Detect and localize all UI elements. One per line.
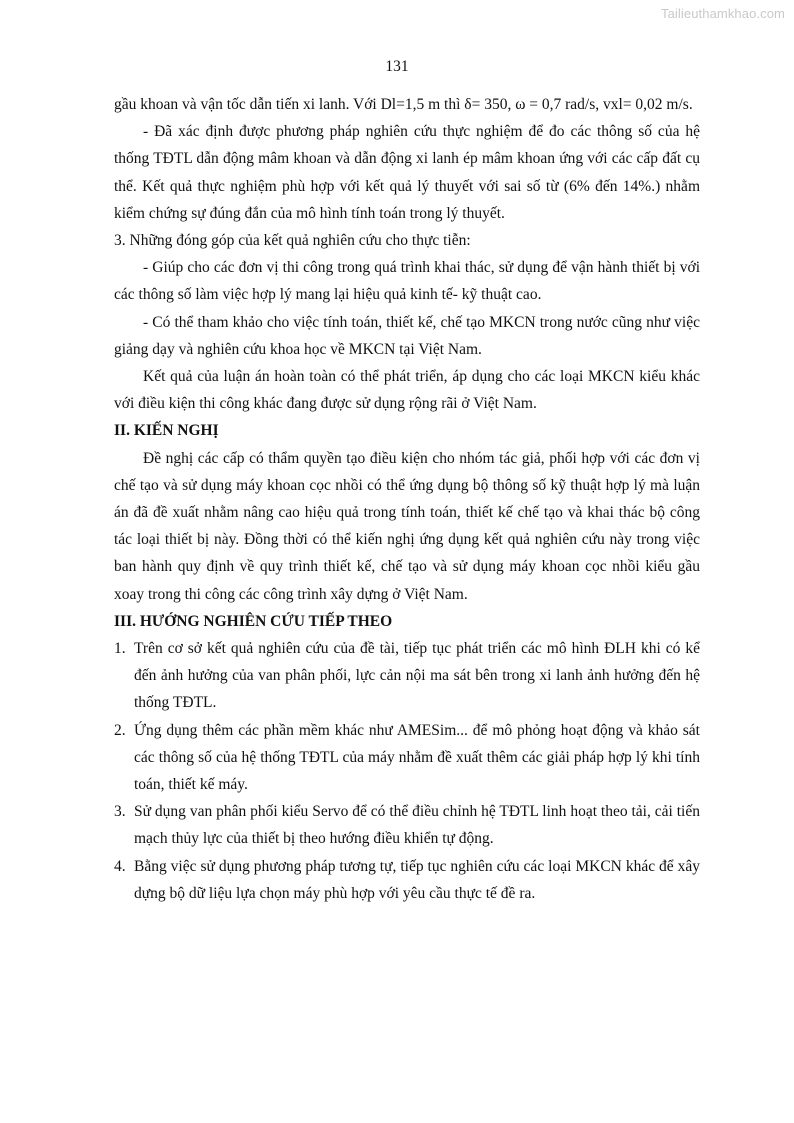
list-item bbox=[114, 635, 700, 717]
list-item-number: 2. bbox=[114, 721, 126, 739]
list-item-text: Trên cơ sở kết quả nghiên cứu của đề tài, tiếp tục phát triển các mô hình ĐLH khi có kể đến ảnh hưởng của van phân phối, lực cản nội ma sát bên trong xi lanh ảnh hưởng đến hệ thống TĐTL. bbox=[134, 640, 700, 712]
list-item-number: 1. bbox=[114, 640, 126, 658]
list-item bbox=[114, 798, 700, 852]
list-item-text: Bằng việc sử dụng phương pháp tương tự, tiếp tục nghiên cứu các loại MKCN khác để xây dựng bộ dữ liệu lựa chọn máy phù hợp với yêu cầu thực tế đề ra. bbox=[134, 857, 700, 902]
bullet-construction-units: - Giúp cho các đơn vị thi công trong quá trình khai thác, sử dụng để vận hành thiết bị với các thông số làm việc hợp lý mang lại hiệu quả kinh tế- kỹ thuật cao. bbox=[114, 259, 700, 304]
bullet-reference-design: - Có thể tham khảo cho việc tính toán, thiết kế, chế tạo MKCN trong nước cũng như việc giảng dạy và nghiên cứu khoa học về MKCN tại Việt Nam. bbox=[114, 313, 700, 358]
paragraph-recommendations: Đề nghị các cấp có thẩm quyền tạo điều kiện cho nhóm tác giả, phối hợp với các đơn vị chế tạo và sử dụng máy khoan cọc nhồi có thể ứng dụng bộ thông số kỹ thuật hợp lý mà luận án đã đề xuất nhằm nâng cao hiệu quả trong tính toán, thiết kế chế tạo và khai thác bộ công tác loại thiết bị này. Đồng thời có thể kiến nghị ứng dụng kết quả nghiên cứu này trong việc ban hành quy định về quy trình thiết kế, chế tạo và sử dụng máy khoan cọc nhồi kiểu gầu xoay trong thi công các công trình xây dựng ở Việt Nam. bbox=[114, 449, 700, 603]
bullet-experimental-method: - Đã xác định được phương pháp nghiên cứu thực nghiệm để đo các thông số của hệ thống TĐTL dẫn động mâm khoan và dẫn động xi lanh ép mâm khoan ứng với các cấp đất cụ thể. Kết quả thực nghiệm phù hợp với kết quả lý thuyết với sai số từ (6% đến 14%.) nhằm kiểm chứng sự đúng đắn của mô hình tính toán trong lý thuyết. bbox=[114, 123, 700, 222]
paragraph-continuation: gầu khoan và vận tốc dẫn tiến xi lanh. Với Dl=1,5 m thì δ= 350, ω = 0,7 rad/s, vxl= 0,02 m/s. bbox=[114, 96, 693, 113]
paragraph-results-development: Kết quả của luận án hoàn toàn có thể phát triển, áp dụng cho các loại MKCN kiểu khác với điều kiện thi công khác đang được sử dụng rộng rãi ở Việt Nam. bbox=[114, 368, 700, 413]
page-number: 131 bbox=[385, 58, 409, 75]
list-item bbox=[114, 853, 700, 907]
list-item bbox=[114, 717, 700, 799]
document-body bbox=[114, 91, 700, 907]
heading-future-research: III. HƯỚNG NGHIÊN CỨU TIẾP THEO bbox=[114, 612, 393, 630]
list-item-number: 3. bbox=[114, 803, 126, 821]
list-item-number: 4. bbox=[114, 857, 126, 875]
section-contributions-heading: 3. Những đóng góp của kết quả nghiên cứu cho thực tiễn: bbox=[114, 232, 471, 250]
list-item-text: Ứng dụng thêm các phần mềm khác như AMESim... để mô phỏng hoạt động và khảo sát các thông số của hệ thống TĐTL của máy nhằm đề xuất thêm các giải pháp hợp lý khi tính toán, thiết kế máy. bbox=[134, 721, 700, 794]
heading-recommendations: II. KIẾN NGHỊ bbox=[114, 422, 219, 440]
watermark: Tailieuthamkhao.com bbox=[660, 6, 785, 21]
list-item-text: Sử dụng van phân phối kiểu Servo để có thể điều chỉnh hệ TĐTL linh hoạt theo tải, cải tiến mạch thủy lực của thiết bị theo hướng điều khiển tự động. bbox=[134, 803, 700, 848]
